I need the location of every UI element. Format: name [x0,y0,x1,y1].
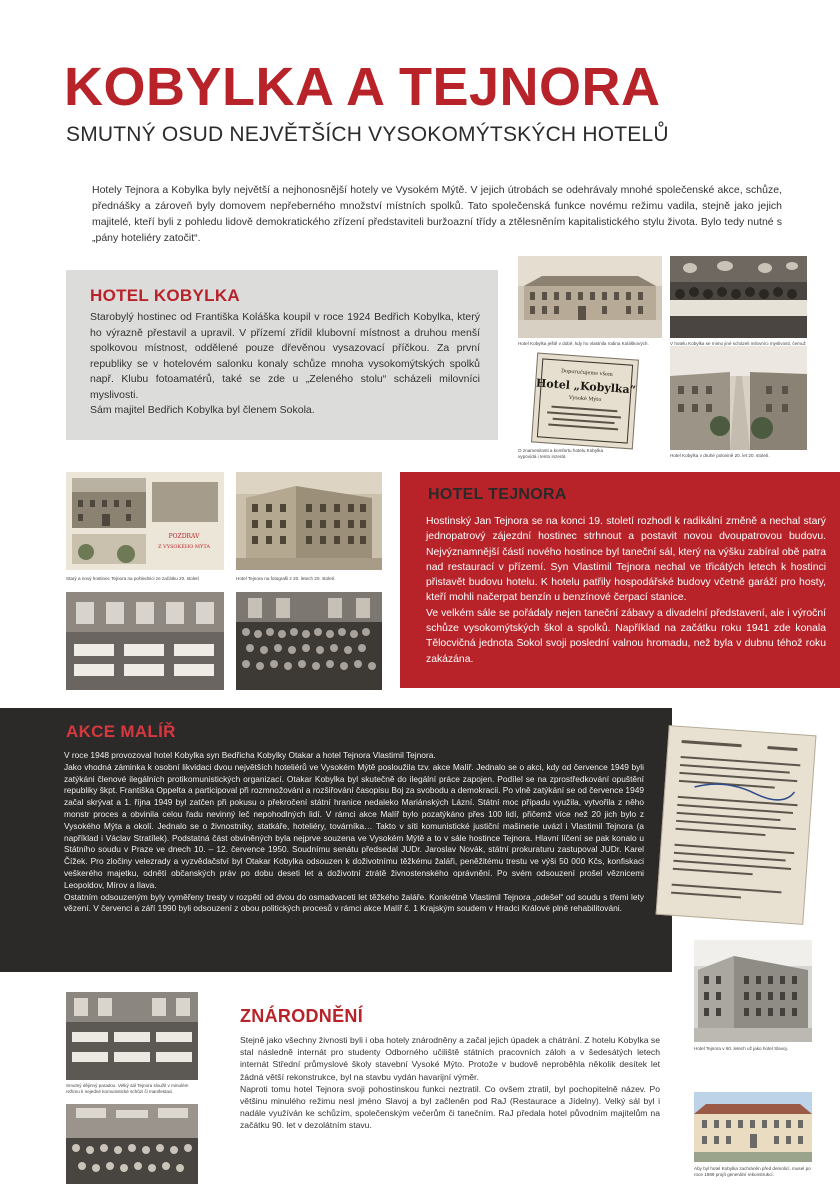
page-title: KOBYLKA A TEJNORA [64,57,661,117]
caption: Hotel Kobylka v druhé polovině 20. let 20. století. [670,453,770,458]
akce-malir-paragraph-2: Jako vhodná záminka k osobní likvidaci dvou největších hoteliérů ve Vysokém Mýtě posloužila tzv. akce Malíř. Jednalo se o akci, kdy od července 1949 byli zatýkáni členové ilegálních protikomunistických organizací. Otakar Kobylka byl skutečně do ilegální práce zapojen. Podílel se na zprostředkování opuštění republiky škpt. Františka Oppelta a participoval při rozmnožování a rozšiřování časopisu Boj za svobodu a demokracii. Po vlně zatýkání se od července 1949 začal skrývat a 1. října 1949 byl zatčen při pokusu o překročení státní hranice nedaleko Mariánských Lázní. Státní moc případu využila, vytvořila z něho monstr proces a obvinila celou řadu nevinný leč nepohodlných lidí. V rámci akce Malíř bylo pozatýkáno přes 100 lidí, přičemž více než 20 jich bylo z Vysokého Mýta a okolí. Jednalo se o živnostníky, statkáře, hoteliéry, továrníka… Takto v síti komunistické justiční mašinerie uvázl i Vlastimil Tejnora (a například i Václav Stratílek). Podstatná část obviněných byla nejprve souzena ve Vysokém Mýtě a to v sále hostince Tejnora. Hlavní líčení se pak konalo u Státního soudu v Praze ve dnech 10. – 12. července 1950. Soudnímu senátu předsedal JUDr. Jaroslav Novák, státní prokuraturu zastupoval JUDr. Karel Čížek. Pro zločiny velezrady a vyzvědačství byl Otakar Kobylka odsouzen k doživotnímu těžkému žaláři, peněžitému trestu ve výši 50 000 Kčs, konfiskaci veškerého majetku, odnětí občanských práv po dobu deseti let a doživotní ztrátě živnostenského oprávnění. Po svém odsouzení prošel věznicemi Leopoldov, Mírov a Ilava. [64,761,644,890]
caption: Hotel Kobylka ještě v době, kdy ho vlastnila rodina Koláškových. [518,341,649,346]
photo-tejnora-manifestation [66,1104,198,1184]
photo-tejnora-communist-meeting [66,992,198,1080]
photo-kobylka-hunting-room [670,256,807,338]
akce-malir-section [0,708,672,972]
hotel-kobylka-heading: HOTEL KOBYLKA [90,286,240,305]
hotel-tejnora-paragraph-2: Ve velkém sále se pořádaly nejen taneční zábavy a divadelní představení, ale i výroční schůze vysokomýtských škol a spolků. Například na začátku roku 1941 zde konala Tělocvičná jednota Sokol svoji poslední valnou hromadu, než byla v dubnu téhož roku zakázána. [426,607,826,665]
znarodneni-paragraph: Stejně jako všechny živnosti byli i oba hotely znárodněny a začal jejich úpadek a chátrání. Z hotelu Kobylka se stal následně internát pro studenty Odborného učiliště státních pracovních záloh a v šedesátých letech internát Střední průmyslové školy stavební Vysoké Mýto. Protože v budově neproběhla několik desítek let žádná větší rekonstrukce, byl na stavbu vydán havarijní výměr. [240,1035,660,1082]
ad-line-3: Vysoké Mýto [568,394,602,404]
photo-tejnora-postcard [66,472,224,570]
caption: Aby byl hotel Kobylka zachráněn před demolicí, musel po roce 1989 projít generální rekonstrukcí. [694,1166,811,1177]
photo-hotel-kobylka-old [518,256,662,338]
znarodneni-paragraph-2: Naproti tomu hotel Tejnora svoji pohostinskou funkci neztratil. Co ovšem ztratil, byl pochopitelně název. Po většinu minulého režimu nesl jméno Slavoj a byl začleněn pod RaJ (Restaurace a Jídelny). Velký sál byl i nadále využíván ke schůzím, společenským večerům či tanečním. RaJ předala hotel původním majitelům na začátku 90. let v dezolátním stavu. [240,1083,660,1131]
page-subtitle: SMUTNÝ OSUD NEJVĚTŠÍCH VYSOKOMÝTSKÝCH HOTELŮ [66,123,669,146]
intro-paragraph: Hotely Tejnora a Kobylka byly největší a nejhonosnější hotely ve Vysokém Mýtě. V jejich útrobách se odehrávaly mnohé společenské akce, schůze, přednášky a zároveň byly domovem nepřeberného množství místních spolků. Tato společenská funkce novému režimu vadila, stejně jako jejich majitelé, kteří byli z pohledu lidově demokratického zřízení představiteli buržoazní třídy a ztělesněním kapitalistického stylu života. Bylo tedy nutné s „pány hoteliéry zatočit“. [92,184,782,244]
ad-line-2: Hotel „Kobylka“ [535,376,637,397]
photo-hotel-kobylka-reconstructed [694,1092,812,1162]
photo-tejnora-dining-hall [66,592,224,690]
hotel-kobylka-section [66,270,498,440]
akce-malir-text [64,750,644,915]
caption: V hotelu Kobylka se mimo jiné scházeli milovníci myslivosti, čemuž [670,341,806,346]
photo-court-document [656,725,817,925]
hotel-tejnora-text [426,514,826,667]
akce-malir-paragraph-3: Ostatním odsouzeným byly vyměřeny tresty v rozpětí od dvou do osmadvaceti let těžkého žaláře. Konkrétně Vlastimil Tejnora „odešel“ od soudu s třemi lety vězení. V červenci a září 1990 byli odsouzení z obou politických procesů v rámci akce Malíř č. 1 Krajským soudem v Hradci Králové plně rehabilitováni. [64,891,644,914]
znarodneni-heading: ZNÁRODNĚNÍ [240,1006,363,1026]
hotel-tejnora-section [400,472,840,688]
caption: Hotel Tejnora na fotografii z 20. letech 20. století. [236,576,336,581]
caption: Smutný dějinný paradox. Velký sál Tejnora sloužil v minulém režimu k nejedné komunistické schůzi či manifestaci. [66,1083,189,1094]
photo-tejnora-assembly [236,592,382,690]
postcard-text-1: POZDRAV [168,533,200,540]
caption: Starý a nový hostinec Tejnora na pohlednici ze začátku 20. století [66,576,199,581]
photo-tejnora-1920s [236,472,382,570]
caption: Hotel Tejnora v 60. letech už jako hotel Slavoj. [694,1046,788,1051]
photo-kobylka-advertisement [531,353,639,450]
hotel-kobylka-text [90,310,480,419]
photo-hotel-slavoj-1960s [694,940,812,1042]
caption: O znamenitosti a komfortu hotelu Kobylka vypovídá i tento inzerát. [518,448,604,459]
akce-malir-paragraph: V roce 1948 provozoval hotel Kobylka syn Bedřicha Kobylky Otakar a hotel Tejnora Vlastimil Tejnora. [64,750,436,760]
postcard-text-2: Z VYSOKÉHO MÝTA [157,544,211,550]
hotel-tejnora-heading: HOTEL TEJNORA [428,486,567,503]
photo-kobylka-street-1920s [670,346,807,450]
ad-line-1: Doporučujeme všem [560,368,613,378]
znarodneni-text [240,1034,660,1132]
hotel-kobylka-paragraph: Starobylý hostinec od Františka Koláška koupil v roce 1924 Bedřich Kobylka, který ho výrazně přestavil a upravil. V přízemí zřídil klubovní místnost a druhou menší spolkovou místnost, oddělené pouze dřevěnou vysazovací příčkou. Za první republiky se v hotelovém salonku konaly schůze mnoha vysokomýtských spolků např. Klubu fotoamatérů, také se zde u „Zeleného stolu“ scházeli milovníci myslivosti. [90,311,480,401]
hotel-tejnora-paragraph: Hostinský Jan Tejnora se na konci 19. století rozhodl k radikální změně a nechal starý jednopatrový zájezdní hostinec strhnout a postavit novou dvoupatrovou budovu. Nejvýznamnější částí nového hostince byl taneční sál, který na výšku zabíral obě patra nad restaurací v přízemí. Syn Vlastimil Tejnora nechal ve třicátých letech k hostinci přistavět budovu hotelu. K hotelu patřily hospodářské budovy včetně garáží pro hosty, kteří mohli načerpat benzín u benzínové čerpací stanice. [426,516,826,604]
akce-malir-heading: AKCE MALÍŘ [66,722,176,741]
hotel-kobylka-paragraph-2: Sám majitel Bedřich Kobylka byl členem Sokola. [90,404,315,416]
